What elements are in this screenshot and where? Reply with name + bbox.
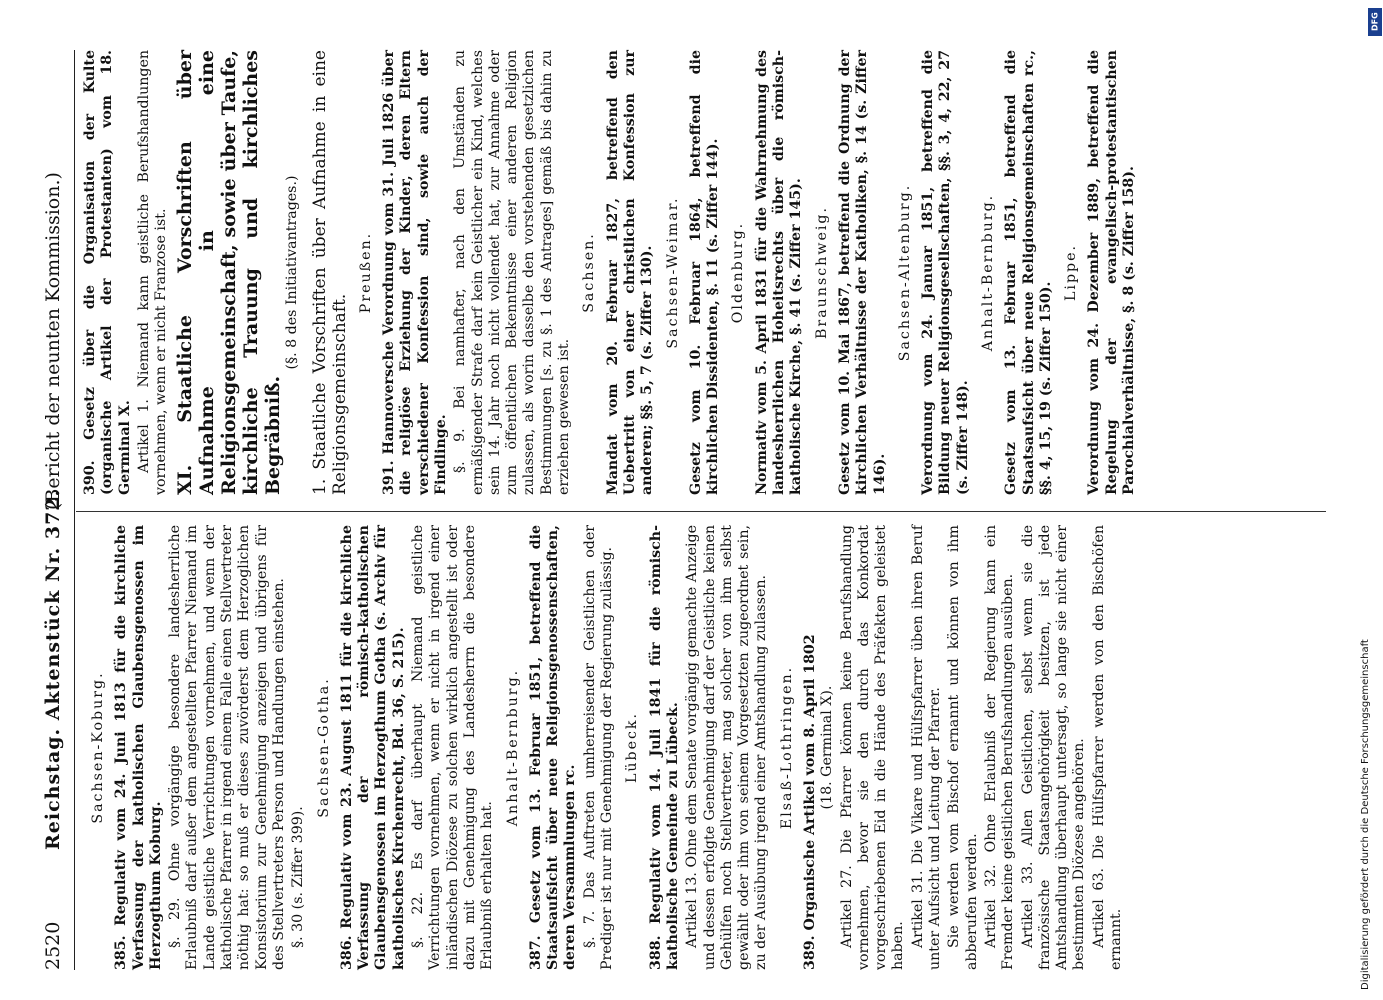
law-entry-title: 391. Hannoversche Verordnung vom 31. Juli 1826 über die religiöse Erziehung der Kinder, deren Eltern verschiedener Konfession sind, sowie auch der Findlinge. [381, 50, 449, 495]
paragraph: §. 29. Ohne vorgängige besondere landesherrliche Erlaubniß darf außer dem angestellten Pfarrer Niemand im Lande geistliche Verrichtungen vornehmen, und wenn der katholische Pfarrer in irgend einem Falle einen Stellvertreter nöthig hat: so muß er dieses zuvörderst dem Herzoglichen Konsistorium zur Genehmigung anzeigen und übrigens für des Stellvertreters Person und Handlungen einstehen. [167, 525, 287, 970]
paragraph: §. 22. Es darf überhaupt Niemand geistliche Verrichtungen vornehmen, wenn er nicht in irgend einer inländischen Diözese zu solchen wirklich angestellt ist oder dazu mit Genehmigung des Landesherrn die besondere Erlaubniß erhalten hat. [410, 525, 496, 970]
state-heading: Lippe. [1063, 243, 1080, 302]
rotated-page-content [40, 50, 1330, 970]
paragraph: (18. Germinal X). [819, 685, 836, 810]
header-left-title: Reichstag. Aktenstück Nr. 372. [42, 488, 64, 850]
paragraph: §. 7. Das Auftreten umherreisender Geistlichen oder Prediger ist nur mit Genehmigung der Regierung zulässig. [581, 525, 616, 970]
law-entry-title: Verordnung vom 24. Dezember 1889, betreffend die Regelung der evangelisch-protestantischen Parochialverhältnisse, §. 8 (s. Ziffer 158). [1086, 50, 1138, 495]
law-entry-title: Normativ vom 5. April 1831 für die Wahrnehmung des landesherrlichen Hoheitsrechts über die römisch-katholische Kirche, §. 41 (s. Ziffer 145). [753, 50, 805, 495]
digitization-note: Digitalisierung gefördert durch die Deutsche Forschungsgemeinschaft [1360, 639, 1371, 990]
law-entry-title: 386. Regulativ vom 23. August 1811 für die kirchliche Verfassung der römisch-katholischen Glaubensgenossen im Herzogthum Gotha (s. Archiv für katholisches Kirchenrecht, Bd. 36, S. 215). [338, 525, 407, 970]
state-heading: Preußen. [357, 231, 374, 314]
header-right-title: (Bericht der neunten Kommission.) [42, 172, 64, 510]
header-rule [74, 50, 75, 970]
law-entry-title: Gesetz vom 10. Februar 1864, betreffend die kirchlichen Dissidenten, §. 11 (s. Ziffer 144). [687, 50, 722, 495]
column-divider [76, 511, 1326, 512]
section-heading: XI. Staatliche Vorschriften über Aufnahme in eine Religionsgemeinschaft, sowie über Taufe, kirchliche Trauung und kirchliches Begräbniß. [174, 50, 285, 495]
law-entry-title: Gesetz vom 13. Februar 1851, betreffend die Staatsaufsicht über neue Religionsgemeinschaften rc., §§. 4, 15, 19 (s. Ziffer 150). [1003, 50, 1054, 495]
page-number: 2520 [42, 921, 64, 970]
paragraph: Artikel 1. Niemand kann geistliche Berufshandlungen vornehmen, wenn er nicht Franzose ist. [135, 50, 170, 495]
state-heading: Anhalt-Bernburg. [504, 668, 521, 827]
right-column [82, 50, 1138, 495]
state-heading: Braunschweig. [813, 206, 830, 339]
paragraph: Artikel 31. Die Vikare und Hülfspfarrer üben ihren Beruf unter Aufsicht und Leitung der Pfarrer. [909, 525, 944, 970]
state-heading: Sachsen-Altenburg. [896, 183, 913, 362]
law-entry-title: 390. Gesetz über die Organisation der Kulte (organische Artikel der Protestanten) vom 18. Germinal X. [82, 50, 133, 495]
state-heading: Lübeck. [624, 711, 641, 784]
state-heading: Elsaß-Lothringen. [778, 665, 795, 830]
state-heading: Anhalt-Bernburg. [979, 193, 996, 352]
paragraph: Sie werden vom Bischof ernannt und können von ihm abberufen werden. [946, 525, 980, 970]
state-heading: Sachsen-Weimar. [664, 196, 681, 349]
paragraph: §. 9. Bei namhafter, nach den Umständen zu ermäßigender Strafe darf kein Geistlicher ein Kind, welches sein 14. Jahr noch nicht vollendet hat, zur Annahme oder zum öffentlichen Bekenntnisse einer anderen Religion zulassen, als worin dasselbe den vorstehenden gesetzlichen Bestimmungen [s. zu §. 1 des Antrages] gemäß bis dahin zu erziehen gewesen ist. [452, 50, 573, 495]
state-heading: Oldenburg. [730, 221, 747, 324]
paragraph: Artikel 32. Ohne Erlaubniß der Regierung kann ein Fremder keine geistlichen Berufshandlungen ausüben. [982, 525, 1017, 970]
paragraph: (§. 8 des Initiativantrages.) [284, 175, 301, 370]
paragraph: Artikel 27. Die Pfarrer können keine Berufshandlung vornehmen, bevor sie den durch das Konkordat vorgeschriebenen Eid in die Hände des Präfekten geleistet haben. [838, 525, 907, 970]
law-entry-title: 385. Regulativ vom 24. Juni 1813 für die kirchliche Verfassung der katholischen Glaubensgenossen im Herzogthum Koburg. [113, 525, 164, 970]
paragraph: §. 30 (s. Ziffer 399). [290, 806, 307, 948]
paragraph: Artikel 63. Die Hülfspfarrer werden von den Bischöfen ernannt. [1090, 525, 1125, 970]
running-header [40, 50, 70, 970]
paragraph: Artikel 13. Ohne dem Senate vorgängig gemachte Anzeige und dessen erfolgte Genehmigung darf der Geistliche keinen Gehülfen noch Stellvertreter, mag solcher von ihm selbst gewählt oder ihm von seinem Vorgesetzten zugeordnet sein, zu der Ausübung irgend einer Amtshandlung zulassen. [684, 525, 770, 970]
margin-note [1360, 10, 1380, 990]
state-heading: Sachsen. [581, 232, 598, 313]
paragraph: Artikel 33. Allen Geistlichen, selbst wenn sie die französische Staatsangehörigkeit besitzen, ist jede Amtshandlung überhaupt untersagt, so lange sie nicht einer bestimmten Diözese angehören. [1019, 525, 1088, 970]
law-entry-title: 389. Organische Artikel vom 8. April 1802 [801, 634, 818, 970]
state-heading: Sachsen-Koburg. [90, 671, 106, 824]
law-entry-title: 387. Gesetz vom 13. Februar 1851, betreffend die Staatsaufsicht über neue Religionsgenossenschaften, deren Versammlungen rc. [527, 525, 579, 970]
law-entry-title: Gesetz vom 10. Mai 1867, betreffend die Ordnung der kirchlichen Verhältnisse der Katholiken, §. 14 (s. Ziffer 146). [836, 50, 888, 495]
subsection-heading: 1. Staatliche Vorschriften über Aufnahme in eine Religionsgemeinschaft. [309, 50, 350, 495]
dfg-logo: DFG [1368, 8, 1382, 36]
state-heading: Sachsen-Gotha. [315, 677, 332, 818]
law-entry-title: Verordnung vom 24. Januar 1851, betreffend die Bildung neuer Religionsgesellschaften, §§. 3, 4, 22, 27 (s. Ziffer 148). [920, 50, 971, 495]
law-entry-title: Mandat vom 20. Februar 1827, betreffend den Uebertritt von einer christlichen Konfession zur anderen; §§. 5, 7 (s. Ziffer 130). [604, 50, 656, 495]
left-column [82, 525, 1127, 970]
law-entry-title: 388. Regulativ vom 14. Juli 1841 für die römisch-katholische Gemeinde zu Lübeck. [647, 525, 681, 970]
